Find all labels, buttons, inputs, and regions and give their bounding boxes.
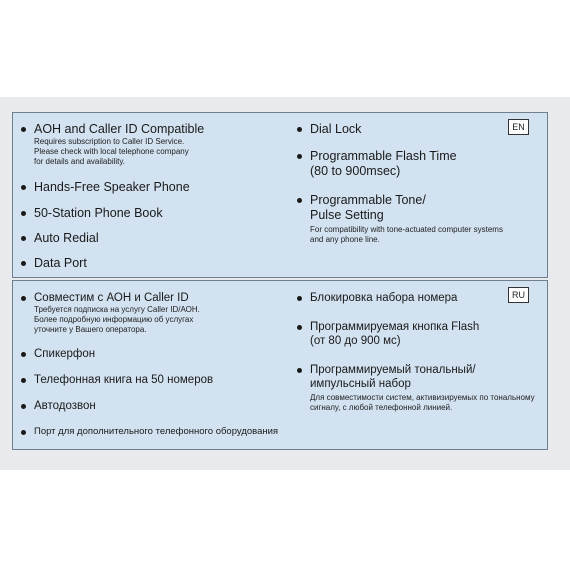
bullet-icon xyxy=(21,352,26,357)
feature-data-port-ru xyxy=(21,426,278,438)
feature-phone-book xyxy=(21,206,163,221)
feature-note: For compatibility with tone-actuated computer systems and any phone line. xyxy=(310,225,503,244)
feature-title: Hands-Free Speaker Phone xyxy=(34,180,190,194)
bullet-icon xyxy=(21,185,26,190)
feature-note: Requires subscription to Caller ID Service. Please check with local telephone company for details and availability. xyxy=(34,137,189,166)
feature-title: Порт для дополнительного телефонного оборудования xyxy=(34,426,279,437)
feature-title: Auto Redial xyxy=(34,231,99,245)
feature-title: Программируемая кнопка Flash (от 80 до 900 мс) xyxy=(310,321,480,347)
bullet-icon xyxy=(297,198,302,203)
features-panel-ru xyxy=(12,280,548,450)
feature-data-port xyxy=(21,256,87,271)
bullet-icon xyxy=(21,378,26,383)
bullet-icon xyxy=(297,325,302,330)
feature-title: AOH and Caller ID Compatible xyxy=(34,122,205,136)
feature-title: Автодозвон xyxy=(34,400,96,412)
feature-title: Dial Lock xyxy=(310,122,362,136)
feature-speaker-phone-ru xyxy=(21,347,95,361)
feature-flash-time-ru xyxy=(297,320,479,348)
language-badge-ru: RU xyxy=(508,287,529,303)
feature-title: Блокировка набора номера xyxy=(310,292,458,304)
feature-note: Для совместимости систем, активизируемых по тональному сигналу, с любой телефонной линией. xyxy=(310,393,535,412)
bullet-icon xyxy=(21,211,26,216)
language-badge-en: EN xyxy=(508,119,529,135)
feature-caller-id-ru xyxy=(21,291,200,335)
feature-title: Programmable Tone/ Pulse Setting xyxy=(310,193,426,222)
feature-auto-redial-ru xyxy=(21,399,96,413)
bullet-icon xyxy=(21,404,26,409)
bullet-icon xyxy=(21,236,26,241)
bullet-icon xyxy=(297,127,302,132)
feature-phone-book-ru xyxy=(21,373,213,387)
bullet-icon xyxy=(297,368,302,373)
feature-title: Programmable Flash Time (80 to 900msec) xyxy=(310,149,457,178)
feature-dial-lock-ru xyxy=(297,291,457,305)
feature-title: 50-Station Phone Book xyxy=(34,206,163,220)
bullet-icon xyxy=(21,296,26,301)
feature-title: Совместим с АОН и Caller ID xyxy=(34,292,189,304)
features-panel-en xyxy=(12,112,548,278)
feature-caller-id xyxy=(21,122,204,167)
bullet-icon xyxy=(297,296,302,301)
feature-auto-redial xyxy=(21,231,99,246)
feature-flash-time xyxy=(297,149,457,179)
feature-title: Телефонная книга на 50 номеров xyxy=(34,374,214,386)
feature-tone-pulse xyxy=(297,193,503,245)
feature-title: Спикерфон xyxy=(34,348,96,360)
bullet-icon xyxy=(21,127,26,132)
bullet-icon xyxy=(297,154,302,159)
feature-speaker-phone xyxy=(21,180,190,195)
feature-title: Программируемый тональный/ импульсный набор xyxy=(310,364,476,390)
bullet-icon xyxy=(21,261,26,266)
feature-tone-pulse-ru xyxy=(297,363,535,413)
bullet-icon xyxy=(21,430,26,435)
feature-title: Data Port xyxy=(34,256,87,270)
feature-note: Требуется подписка на услугу Caller ID/АОН. Более подробную информацию об услугах уточните у Вашего оператора. xyxy=(34,305,200,334)
feature-dial-lock xyxy=(297,122,361,137)
